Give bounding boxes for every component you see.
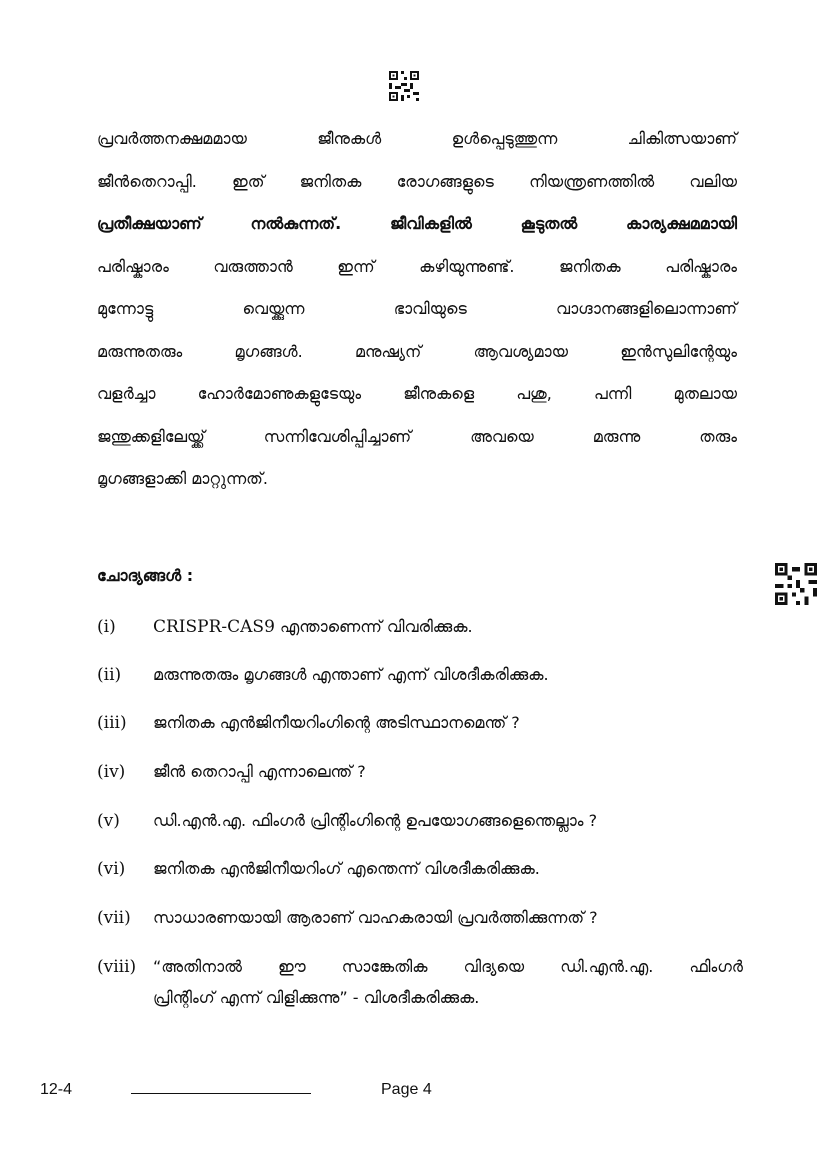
passage-line: പരിഷ്കാരം വരുത്താൻ ഇന്ന് കഴിയുന്നുണ്ട്. ജനിതക പരിഷ്കാരം — [97, 256, 737, 276]
question-text: ഡി.എൻ.എ. ഫിംഗർ പ്രിന്റിംഗിന്റെ ഉപയോഗങ്ങളെന്തെല്ലാം ? — [153, 811, 598, 830]
passage-line: മുന്നോട്ടു വെയ്ക്കുന്ന ഭാവിയുടെ വാഗ്ദാനങ്ങളിലൊന്നാണ് — [97, 299, 737, 318]
passage-line: ജീൻതെറാപ്പി. ഇത് ജനിതക രോഗങ്ങളുടെ നിയന്ത്രണത്തിൽ വലിയ — [97, 171, 737, 191]
question-number: (ii) — [97, 665, 122, 685]
question-number: (vii) — [97, 908, 131, 928]
questions-heading: ചോദ്യങ്ങൾ : — [97, 566, 194, 585]
question-number: (v) — [97, 811, 120, 831]
question-text: ജനിതക എൻജിനീയറിംഗ് എന്തെന്ന് വിശദീകരിക്കുക. — [153, 859, 540, 878]
qr-code-icon — [389, 71, 419, 101]
qr-code-icon — [775, 563, 817, 605]
question-number: (viii) — [97, 957, 137, 977]
passage-line: പ്രവർത്തനക്ഷമമായ ജീനുകൾ ഉൾപ്പെടുത്തുന്ന ചികിത്സയാണ് — [97, 129, 737, 148]
question-text-line: പ്രിന്റിംഗ് എന്ന് വിളിക്കുന്നു” - വിശദീകരിക്കുക. — [153, 988, 480, 1007]
passage-line: പ്രതീക്ഷയാണ് നൽകുന്നത്. ജീവികളിൽ കൂടുതൽ കാര്യക്ഷമമായി — [97, 214, 737, 233]
question-text — [153, 957, 743, 1008]
question-number: (iv) — [97, 762, 126, 782]
question-text-line: “അതിനാൽ ഈ സാങ്കേതിക വിദ്യയെ ഡി.എൻ.എ. ഫിംഗർ — [153, 957, 743, 976]
page-number: Page 4 — [381, 1081, 432, 1098]
question-text: CRISPR-CAS9 എന്താണെന്ന് വിവരിക്കുക. — [153, 617, 473, 637]
question-number: (iii) — [97, 713, 127, 733]
question-text: ജീൻ തെറാപ്പി എന്നാലെന്ത് ? — [153, 762, 366, 781]
passage-paragraph — [97, 118, 737, 501]
passage-line: ജന്തുക്കളിലേയ്ക്ക് സന്നിവേശിപ്പിച്ചാണ് അവയെ മരുന്നു തരും — [97, 426, 737, 446]
question-number: (i) — [97, 617, 116, 637]
question-text: സാധാരണയായി ആരാണ് വാഹകരായി പ്രവർത്തിക്കുന്നത് ? — [153, 908, 598, 927]
passage-line: മൃഗങ്ങളാക്കി മാറ്റുന്നത്. — [97, 469, 268, 488]
question-text: മരുന്നുതരും മൃഗങ്ങൾ എന്താണ് എന്ന് വിശദീകരിക്കുക. — [153, 665, 549, 684]
passage-line: മരുന്നുതരും മൃഗങ്ങൾ. മനുഷ്യന് ആവശ്യമായ ഇൻസുലിന്റേയും — [97, 341, 737, 361]
question-number: (vi) — [97, 859, 126, 879]
footer-divider — [131, 1093, 311, 1094]
question-text: ജനിതക എൻജിനീയറിംഗിന്റെ അടിസ്ഥാനമെന്ത് ? — [153, 713, 520, 732]
passage-line: വളർച്ചാ ഹോർമോണുകളുടേയും ജീനുകളെ പശു, പന്നി മുതലായ — [97, 384, 737, 403]
paper-code: 12-4 — [40, 1081, 73, 1098]
